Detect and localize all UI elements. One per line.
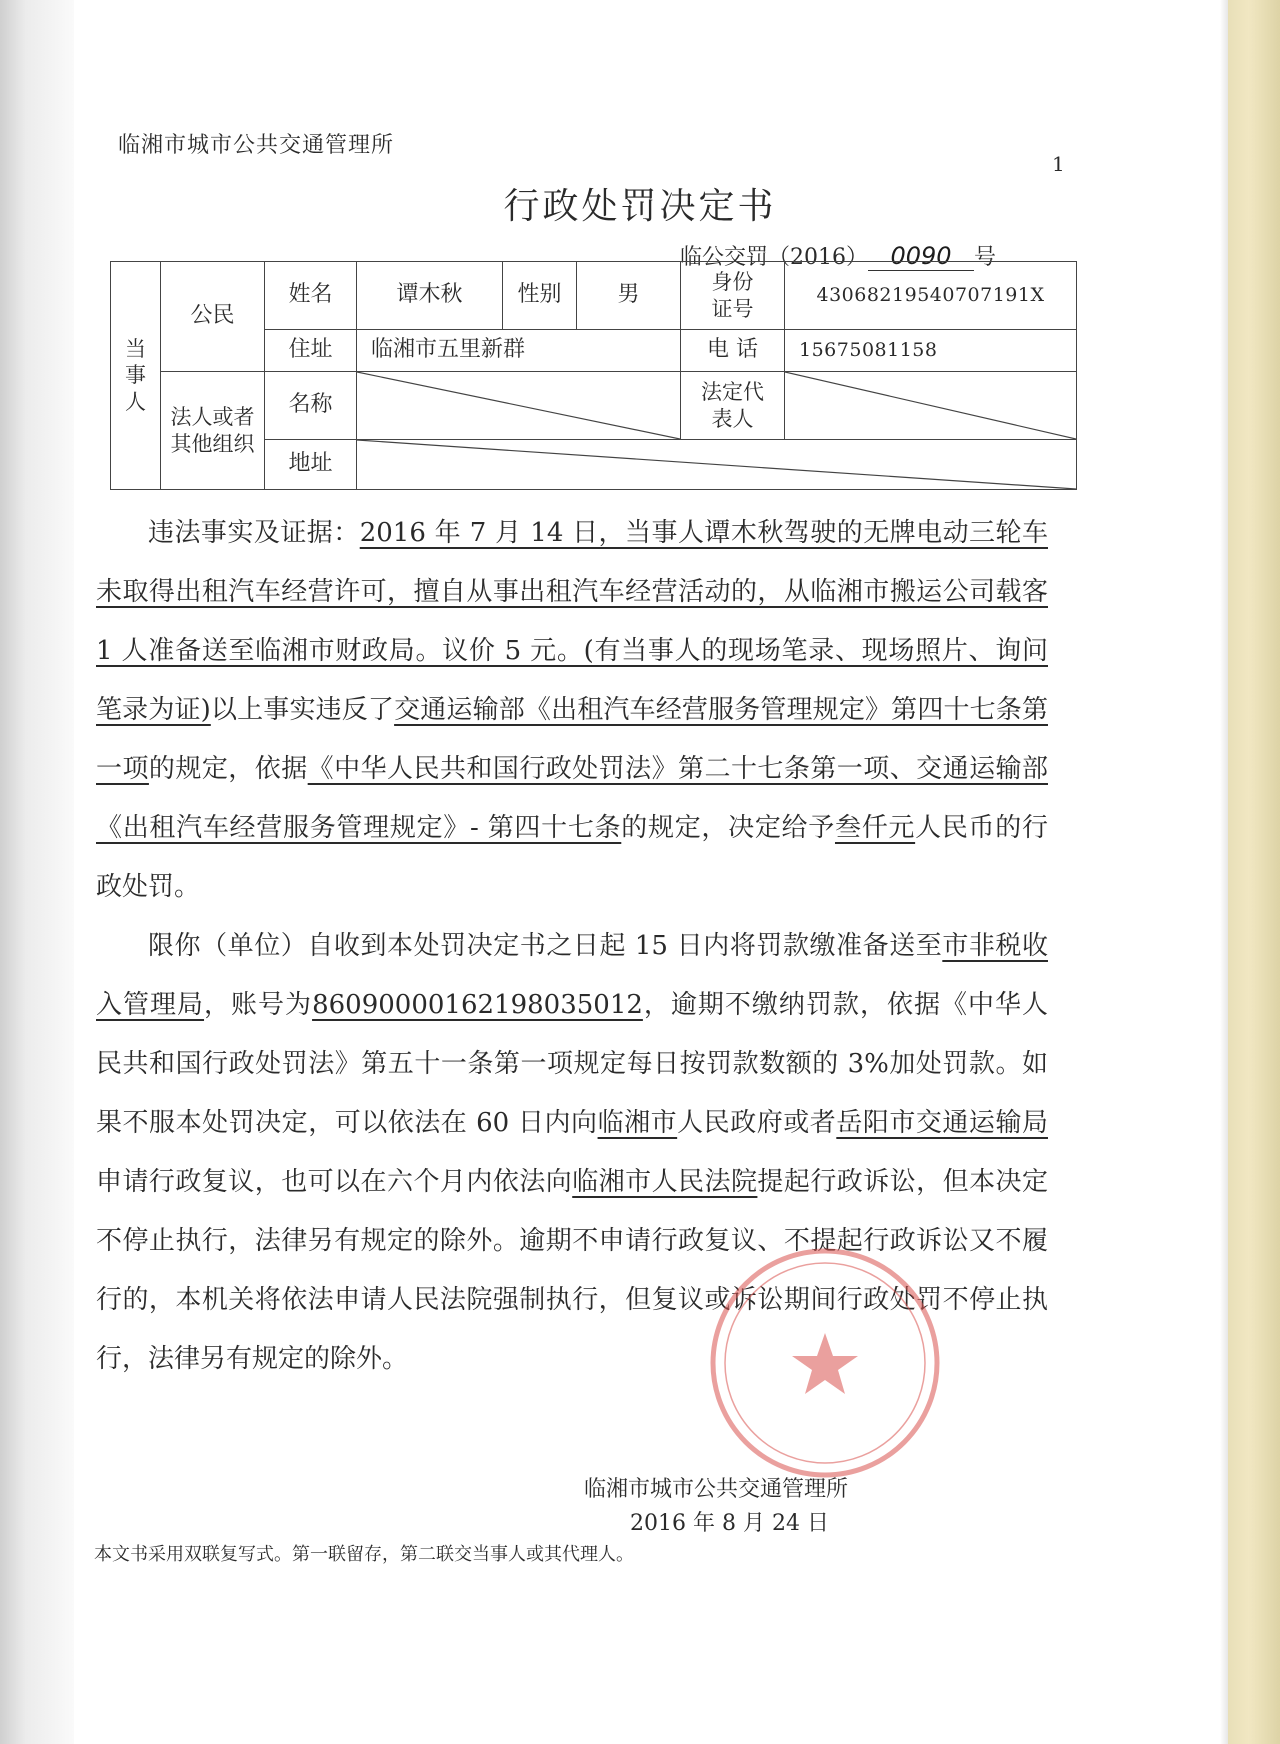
facts-description: 2016 年 7 月 14 日，当事人谭木秋驾驶的无牌电动三轮车未取得出租汽车经营许可，擅自从事出租汽车经营活动的，从临湘市搬运公司载客 1 人准备送至临湘市财政局。议价 5 元。(有当事人的现场笔录、现场照片、询问笔录为证) xyxy=(96,518,1048,725)
citizen-label: 公民 xyxy=(161,262,265,372)
court-name: 临湘市人民法院 xyxy=(572,1167,758,1197)
facts-lead: 违法事实及证据： xyxy=(148,518,360,548)
signature-org: 临湘市城市公共交通管理所 xyxy=(584,1477,849,1502)
violation-facts-paragraph xyxy=(96,504,1048,917)
payment-text-5: 申请行政复议，也可以在六个月内依法向 xyxy=(96,1167,573,1197)
review-bureau: 岳阳市交通运输局 xyxy=(836,1108,1048,1138)
payment-text-6: 提起行政诉讼，但本决定不停止执行，法律另有规定的除外。逾期不申请行政复议、不提起行政诉讼又不履行的，本机关将依法申请人民法院强制执行，但复议或诉讼期间行政处罚不停止执行，法律另有规定的除外。 xyxy=(96,1167,1048,1374)
address-label: 住址 xyxy=(265,330,357,372)
facts-text-3: 的规定，决定给予 xyxy=(621,813,835,843)
payment-office: 市非税收入管理局 xyxy=(96,931,1048,1020)
legal-rep-label: 法定代表人 xyxy=(681,372,785,440)
account-number: 86090000162198035012 xyxy=(312,990,643,1020)
party-info-table xyxy=(110,261,1077,490)
penalty-amount: 叁仟元 xyxy=(834,813,916,843)
facts-text-1: 以上事实违反了 xyxy=(210,695,395,725)
document-title: 行政处罚决定书 xyxy=(503,186,777,227)
organization-label: 法人或者其他组织 xyxy=(161,372,265,490)
doc-number-prefix: 临公交罚（2016） xyxy=(680,245,868,270)
doc-number-handwritten: 0090 xyxy=(868,242,974,271)
id-value: 43068219540707191X xyxy=(785,262,1077,330)
phone-label: 电 话 xyxy=(681,330,785,372)
org-address-struck xyxy=(357,440,1077,490)
payment-text-2: ，账号为 xyxy=(204,990,313,1020)
phone-value: 15675081158 xyxy=(785,330,1077,372)
issuing-org: 临湘市城市公共交通管理所 xyxy=(118,133,395,158)
legal-basis: 《中华人民共和国行政处罚法》第二十七条第一项、交通运输部《出租汽车经营服务管理规定》- 第四十七条 xyxy=(96,754,1048,843)
review-govt: 临湘市 xyxy=(597,1108,678,1138)
violated-regulation: 交通运输部《出租汽车经营服务管理规定》第四十七条第一项 xyxy=(96,695,1048,784)
name-value: 谭木秋 xyxy=(357,262,503,330)
signature-date: 2016 年 8 月 24 日 xyxy=(630,1511,829,1536)
party-label: 当事人 xyxy=(111,262,161,490)
doc-number-suffix: 号 xyxy=(974,245,997,270)
facts-text-2: 的规定，依据 xyxy=(148,754,308,784)
page-edge-right xyxy=(1228,0,1280,1744)
footnote: 本文书采用双联复写式。第一联留存，第二联交当事人或其代理人。 xyxy=(94,1544,634,1565)
page-number: 1 xyxy=(1052,152,1065,176)
gender-value: 男 xyxy=(577,262,681,330)
gender-label: 性别 xyxy=(503,262,577,330)
payment-text-1: 限你（单位）自收到本处罚决定书之日起 15 日内将罚款缴准备送至 xyxy=(148,931,943,961)
facts-text-4: 人民币的行政处罚。 xyxy=(96,813,1048,902)
org-address-label: 地址 xyxy=(265,440,357,490)
org-name-label: 名称 xyxy=(265,372,357,440)
page-shadow-left xyxy=(0,0,74,1744)
page-fold xyxy=(1220,0,1228,1744)
payment-text-3: ，逾期不缴纳罚款，依据《中华人民共和国行政处罚法》第五十一条第一项规定每日按罚款数额的 3%加处罚款。如果不服本处罚决定，可以依法在 60 日内向 xyxy=(96,990,1048,1138)
official-seal-icon xyxy=(700,1238,950,1488)
legal-rep-struck xyxy=(785,372,1077,440)
address-value: 临湘市五里新群 xyxy=(357,330,681,372)
id-label: 身份证号 xyxy=(681,262,785,330)
payment-text-4: 人民政府或者 xyxy=(677,1108,837,1138)
name-label: 姓名 xyxy=(265,262,357,330)
org-name-struck xyxy=(357,372,681,440)
